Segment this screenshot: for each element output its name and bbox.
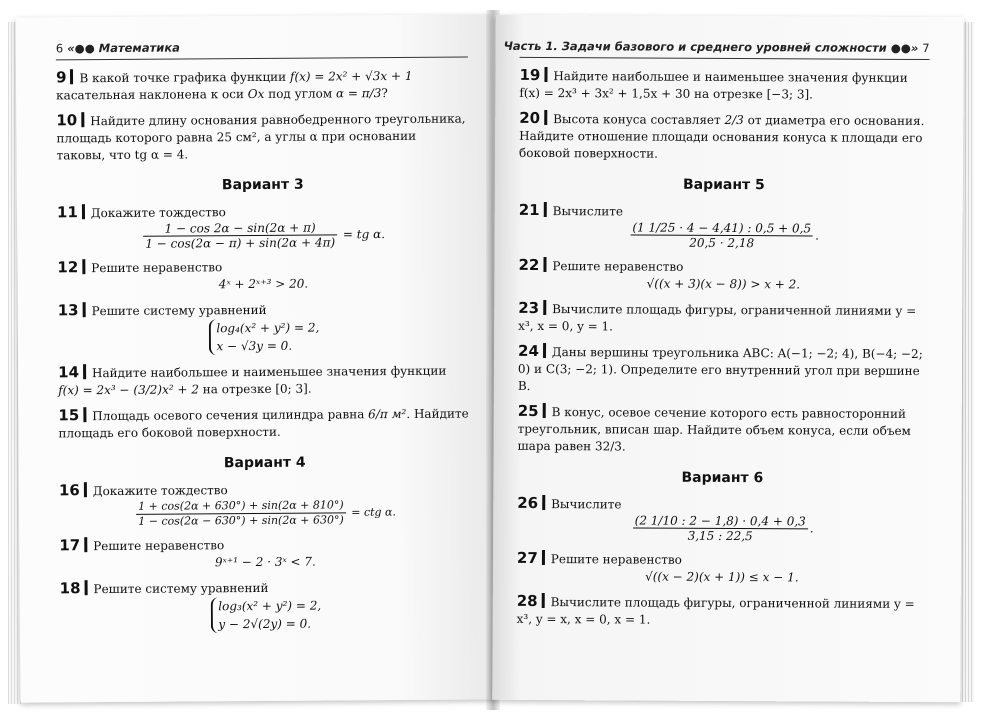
task-bar: [542, 495, 545, 510]
task-bar: [542, 593, 545, 608]
task-formula: f(x) = 2x² + √3x + 1: [289, 68, 413, 84]
variant-5-heading: Вариант 5: [682, 176, 765, 194]
task-text: ?: [381, 86, 388, 101]
task-bar: [542, 550, 545, 565]
task-bar: [70, 69, 73, 84]
variant-4-heading: Вариант 4: [223, 454, 306, 472]
task-number: 19: [519, 65, 541, 85]
right-page: [492, 15, 964, 702]
task-25: [517, 403, 927, 457]
numerator: (2 1/10 : 2 − 1,8) · 0,4 + 0,3: [633, 514, 808, 530]
task-text: Найдите отношение площади основания конуса к площади его боковой поверхности.: [519, 128, 923, 161]
task-bar: [83, 407, 86, 422]
system-wrapper: [60, 595, 472, 634]
right-header-title: Часть 1. Задачи базового и среднего уровней сложности: [503, 38, 887, 55]
task-9: [56, 67, 468, 105]
task-number: 22: [518, 255, 540, 275]
task-text: Докажите тождество: [90, 205, 226, 221]
right-page-number: 7: [922, 41, 930, 56]
task-text: Вычислите площадь фигуры, ограниченной линиями y = x³, y = x, x = 0, x = 1.: [516, 595, 915, 627]
right-running-header: [504, 39, 930, 55]
task-text: Даны вершины треугольника ABC: A(−1; −2; 4), B(−4; −2; 0) и C(3; −2; 1). Определите его внутренний угол при вершине B.: [517, 345, 923, 393]
task-12: [57, 257, 469, 295]
fraction: [136, 498, 346, 528]
task-17: [59, 534, 471, 572]
task-text: Решите неравенство: [93, 538, 225, 554]
right-header-rule: [520, 57, 930, 60]
denominator: 3,15 : 22,5: [687, 528, 753, 544]
task-formula: 9ˣ⁺¹ − 2 · 3ˣ < 7.: [214, 554, 316, 570]
task-bar: [84, 482, 87, 497]
task-text: Найдите площадь его боковой поверхности.: [58, 406, 469, 441]
task-number: 23: [518, 298, 540, 318]
denominator: 1 − cos(2α − 630°) + sin(2α + 630°): [138, 513, 344, 528]
task-bar: [82, 204, 85, 219]
task-number: 17: [59, 536, 81, 555]
task-number: 11: [56, 203, 78, 222]
task-26: [517, 495, 927, 544]
task-formula: $\frac{(1 1/25 \cdot 4 - 4,41) : 0,5 + 0,5}{20,5 \cdot 2,18}$ .: [519, 220, 929, 251]
task-formula: [57, 220, 469, 252]
equation: log₄(x² + y²) = 2,: [216, 320, 320, 336]
task-10: [56, 110, 468, 165]
fraction: [633, 514, 808, 544]
task-number: 20: [519, 108, 541, 128]
left-header-rule: [56, 57, 468, 61]
task-text: Вычислите: [551, 497, 622, 512]
task-text: Найдите длину основания равнобедренного треугольника, площадь которого равна 25 см², а углы α при основании таковы, что tg α = 4.: [56, 111, 466, 163]
task-text: Площадь осевого сечения цилиндра равна: [92, 407, 369, 424]
task-text: Вычислите площадь фигуры, ограниченной линиями y = x³, x = 0, y = 1.: [518, 302, 917, 334]
task-number: 10: [56, 111, 78, 130]
task-bar: [543, 343, 546, 358]
identity-rhs: = tg α.: [342, 227, 386, 242]
equation-system: [210, 597, 321, 634]
task-20: [519, 110, 929, 164]
identity-rhs: = ctg α.: [351, 505, 397, 519]
task-text: В какой точке графика функции: [79, 69, 291, 86]
task-text: Решите систему уравнений: [93, 580, 269, 597]
task-23: [518, 300, 928, 337]
variant-6-heading: Вариант 6: [681, 469, 764, 487]
fraction: [143, 220, 337, 250]
task-bar: [544, 67, 547, 82]
task-text: Решите неравенство: [552, 259, 684, 274]
task-bar: [83, 364, 86, 379]
task-22: [518, 257, 928, 294]
task-18: [60, 577, 472, 634]
equation: log₃(x² + y²) = 2,: [218, 598, 322, 614]
task-bar: [81, 112, 84, 127]
task-formula: √((x − 2)(x + 1)) ≤ x − 1.: [645, 569, 799, 585]
equation: x − √3y = 0.: [216, 338, 293, 354]
numerator: 1 + cos(2α + 630°) + sin(2α + 810°): [136, 498, 346, 514]
task-text: от диаметра его основания.: [743, 113, 925, 129]
equation-system: [208, 319, 319, 356]
numerator: 1 − cos 2α − sin(2α + π): [143, 220, 337, 236]
fraction: [630, 220, 813, 250]
numerator: (1 1/25 · 4 − 4,41) : 0,5 + 0,5: [630, 220, 813, 236]
task-text: на отрезке [0; 3].: [198, 381, 312, 397]
task-formula: √((x + 3)(x − 8)) > x + 2.: [646, 276, 801, 292]
task-text: Решите систему уравнений: [91, 302, 267, 319]
task-formula: [59, 497, 471, 529]
task-formula: $\frac{(2 1/10 : 2 - 1,8) \cdot 0,4 + 0,3}{3,15 : 22,5}$ .: [517, 513, 927, 544]
task-text: Решите неравенство: [550, 552, 682, 567]
task-bar: [84, 537, 87, 552]
task-bar: [82, 302, 85, 317]
task-bar: [544, 202, 547, 217]
task-formula: 4ˣ + 2ˣ⁺³ > 20.: [218, 276, 309, 292]
task-text: Найдите наибольшее и наименьшее значения функции f(x) = 2x³ + 3x² + 1,5x + 30 на отрезке [−3; 3].: [519, 69, 908, 102]
task-number: 13: [57, 301, 79, 320]
left-header-marks: «●●: [67, 41, 95, 56]
task-formula: α = π/3: [335, 86, 382, 101]
task-number: 27: [516, 548, 538, 568]
task-16: [59, 479, 471, 529]
equation: y − 2√(2y) = 0.: [218, 616, 312, 632]
left-content: [56, 67, 472, 643]
left-page: [16, 14, 495, 702]
task-bar: [543, 257, 546, 272]
task-number: 14: [58, 363, 80, 382]
task-number: 21: [518, 200, 540, 220]
task-number: 12: [57, 258, 79, 277]
task-27: [517, 550, 927, 587]
task-11: [57, 202, 469, 252]
task-text: Решите неравенство: [91, 260, 223, 276]
task-bar: [543, 403, 546, 418]
right-header-marks: ●●»: [890, 40, 919, 55]
task-text: Докажите тождество: [92, 483, 228, 499]
task-bar: [84, 580, 87, 595]
task-number: 24: [517, 341, 539, 361]
task-text: касательная наклонена к оси: [56, 87, 248, 103]
task-19: [519, 67, 929, 104]
task-number: 16: [58, 481, 80, 500]
task-bar: [544, 110, 547, 125]
left-running-header: [56, 41, 180, 56]
left-header-title: Математика: [98, 40, 180, 56]
task-text: под углом: [264, 86, 337, 101]
left-page-number: 6: [55, 41, 64, 56]
task-24: [518, 343, 928, 397]
task-number: 15: [58, 406, 80, 425]
task-number: 25: [517, 401, 539, 421]
variant-3-heading: Вариант 3: [221, 176, 304, 194]
task-formula: f(x) = 2x³ − (3/2)x² + 2: [58, 382, 199, 398]
task-number: 9: [55, 68, 67, 87]
task-formula: 6/π м².: [368, 406, 411, 422]
denominator: 20,5 · 2,18: [689, 235, 755, 251]
task-text: Высота конуса составляет: [553, 112, 725, 127]
task-formula: Ox: [247, 86, 265, 102]
task-number: 26: [517, 493, 539, 513]
right-content: [517, 67, 930, 638]
task-text: Найдите наибольшее и наименьшее значения функции: [91, 363, 447, 381]
task-text: Вычислите: [552, 204, 624, 219]
task-bar: [543, 300, 546, 315]
task-14: [58, 361, 470, 399]
task-15: [58, 404, 470, 442]
task-28: [517, 593, 927, 630]
task-number: 18: [59, 579, 81, 598]
task-text: В конус, осевое сечение которого есть равносторонний треугольник, вписан шар. Найдите объем конуса, если объем шара равен 32/3.: [517, 405, 911, 454]
system-wrapper: [58, 318, 470, 357]
task-formula: 2/3: [724, 112, 744, 128]
denominator: 1 − cos(2α − π) + sin(2α + 4π): [145, 235, 336, 251]
task-number: 28: [516, 591, 538, 611]
task-13: [58, 300, 470, 357]
task-21: [519, 202, 929, 251]
task-bar: [82, 259, 85, 274]
